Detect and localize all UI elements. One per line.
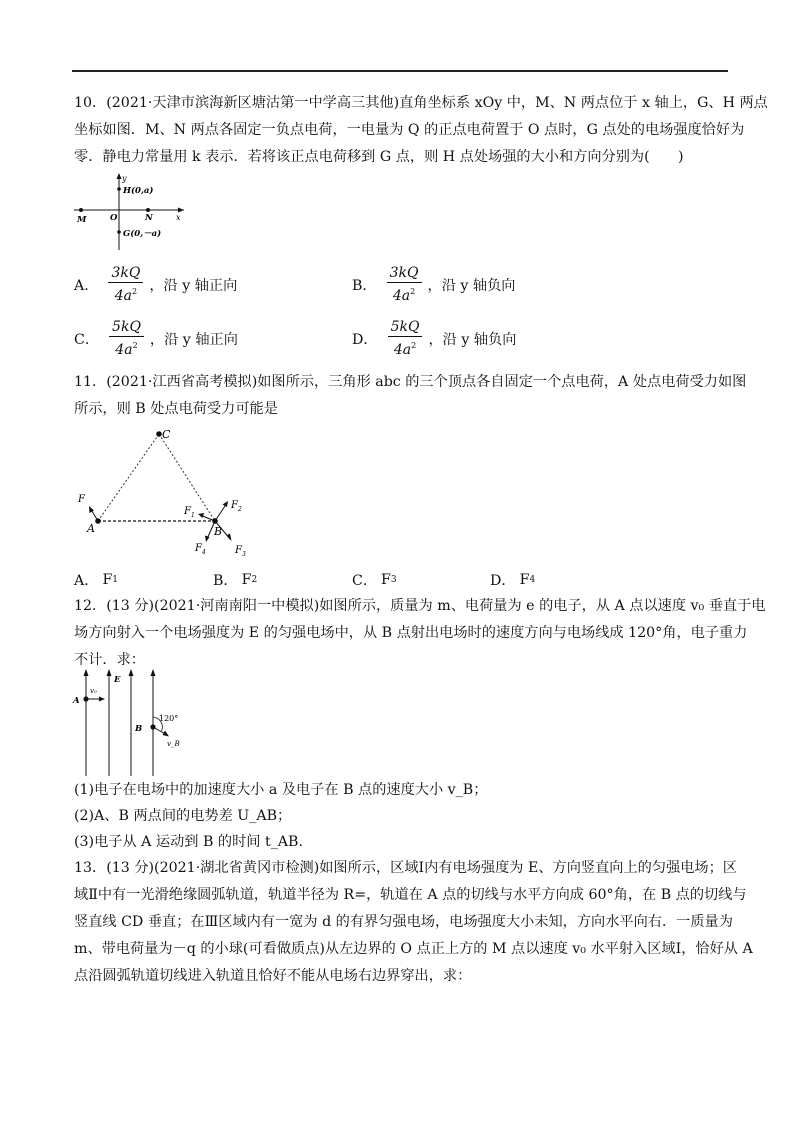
q11-figure <box>76 424 276 574</box>
q11-option-d[interactable]: D． F 4 <box>490 572 536 589</box>
top-rule <box>72 70 728 72</box>
q10-option-d[interactable]: D． $\frac{5kQ}{4a^2}$ ，沿 y 轴负向 <box>352 319 517 358</box>
svg-text:A: A <box>87 522 95 535</box>
svg-text:H(0,a): H(0,a) <box>123 186 154 196</box>
q12-subquestion-3: (3)电子从 A 运动到 B 的时间 t_AB. <box>74 834 303 850</box>
svg-text:O: O <box>110 213 118 223</box>
q11-option-a[interactable]: A． F 1 <box>74 572 119 589</box>
svg-text:F3: $F_3$ <box>235 545 246 558</box>
svg-text:B: B <box>135 724 143 734</box>
q10-line-2: 坐标如图．M、N 两点各固定一负点电荷，一电量为 Q 的正点电荷置于 O 点时，G 点处的电场强度恰好为 <box>74 122 745 138</box>
q11-line-1: 11．(2021·江西省高考模拟)如图所示，三角形 abc 的三个顶点各自固定一个点电荷，A 处点电荷受力如图 <box>74 374 747 390</box>
svg-text:M: M <box>77 215 87 225</box>
q10-line-1: 10．(2021·天津市滨海新区塘沽第一中学高三其他)直角坐标系 xOy 中，M、N 两点位于 x 轴上，G、H 两点 <box>74 95 768 111</box>
q11-option-c[interactable]: C． F 3 <box>352 572 397 589</box>
q12-subquestion-2: (2)A、B 两点间的电势差 U_AB； <box>74 808 292 824</box>
q10-option-b[interactable]: B． $\frac{3kQ}{4a^2}$ ，沿 y 轴负向 <box>352 265 516 304</box>
q11-option-b[interactable]: B． F 2 <box>213 572 258 589</box>
svg-text:B: B <box>214 525 223 538</box>
svg-text:y: y <box>122 174 127 183</box>
q12-line-2: 场方向射入一个电场强度为 E 的匀强电场中，从 B 点射出电场时的速度方向与电场线成 120°角，电子重力 <box>74 625 748 641</box>
svg-text:N: N <box>145 213 153 223</box>
svg-text:F2: $F_2$ <box>231 500 242 513</box>
svg-text:v_B: v_B <box>167 740 180 748</box>
q13-line-1: 13．(13 分)(2021·湖北省黄冈市检测)如图所示，区域Ⅰ内有电场强度为 E、方向竖直向上的匀强电场；区 <box>74 860 737 876</box>
q10-line-3: 零．静电力常量用 k 表示．若将该正点电荷移到 G 点，则 H 点处场强的大小和方向分别为( ) <box>74 149 684 165</box>
svg-text:v₀: v₀ <box>90 687 97 695</box>
svg-text:E: E <box>114 675 121 685</box>
svg-text:F1: $F_1$ <box>184 506 195 519</box>
svg-text:G(0,－a): G(0,－a) <box>123 229 162 239</box>
svg-text:F4: $F_4$ <box>195 543 206 556</box>
q13-line-3: 竖直线 CD 垂直；在Ⅲ区域内有一宽为 d 的有界匀强电场，电场强度大小未知，方向水平向右．一质量为 <box>74 914 733 930</box>
q10-option-a[interactable]: A． $\frac{3kQ}{4a^2}$ ，沿 y 轴正向 <box>74 265 238 304</box>
q10-figure <box>74 172 194 252</box>
q12-line-3: 不计．求： <box>74 652 145 668</box>
svg-text:A: A <box>73 696 80 706</box>
q12-figure <box>72 668 202 778</box>
q10-option-c[interactable]: C． $\frac{5kQ}{4a^2}$ ，沿 y 轴正向 <box>74 319 238 358</box>
svg-text:F: F <box>78 494 85 505</box>
svg-text:C: C <box>162 428 171 441</box>
svg-text:120°: 120° <box>159 714 179 723</box>
q13-line-4: m、带电荷量为－q 的小球(可看做质点)从左边界的 O 点正上方的 M 点以速度 v₀ 水平射入区域Ⅰ，恰好从 A <box>74 941 753 957</box>
svg-text:x: x <box>176 213 181 222</box>
q12-subquestion-1: (1)电子在电场中的加速度大小 a 及电子在 B 点的速度大小 v_B； <box>74 782 488 798</box>
q13-line-5: 点沿圆弧轨道切线进入轨道且恰好不能从电场右边界穿出，求： <box>74 968 472 984</box>
q13-line-2: 域Ⅱ中有一光滑绝缘圆弧轨道，轨道半径为 R=，轨道在 A 点的切线与水平方向成 60°角，在 B 点的切线与 <box>74 887 747 903</box>
q12-line-1: 12．(13 分)(2021·河南南阳一中模拟)如图所示，质量为 m、电荷量为 e 的电子，从 A 点以速度 v₀ 垂直于电 <box>74 598 766 614</box>
q11-line-2: 所示，则 B 处点电荷受力可能是 <box>74 401 278 417</box>
